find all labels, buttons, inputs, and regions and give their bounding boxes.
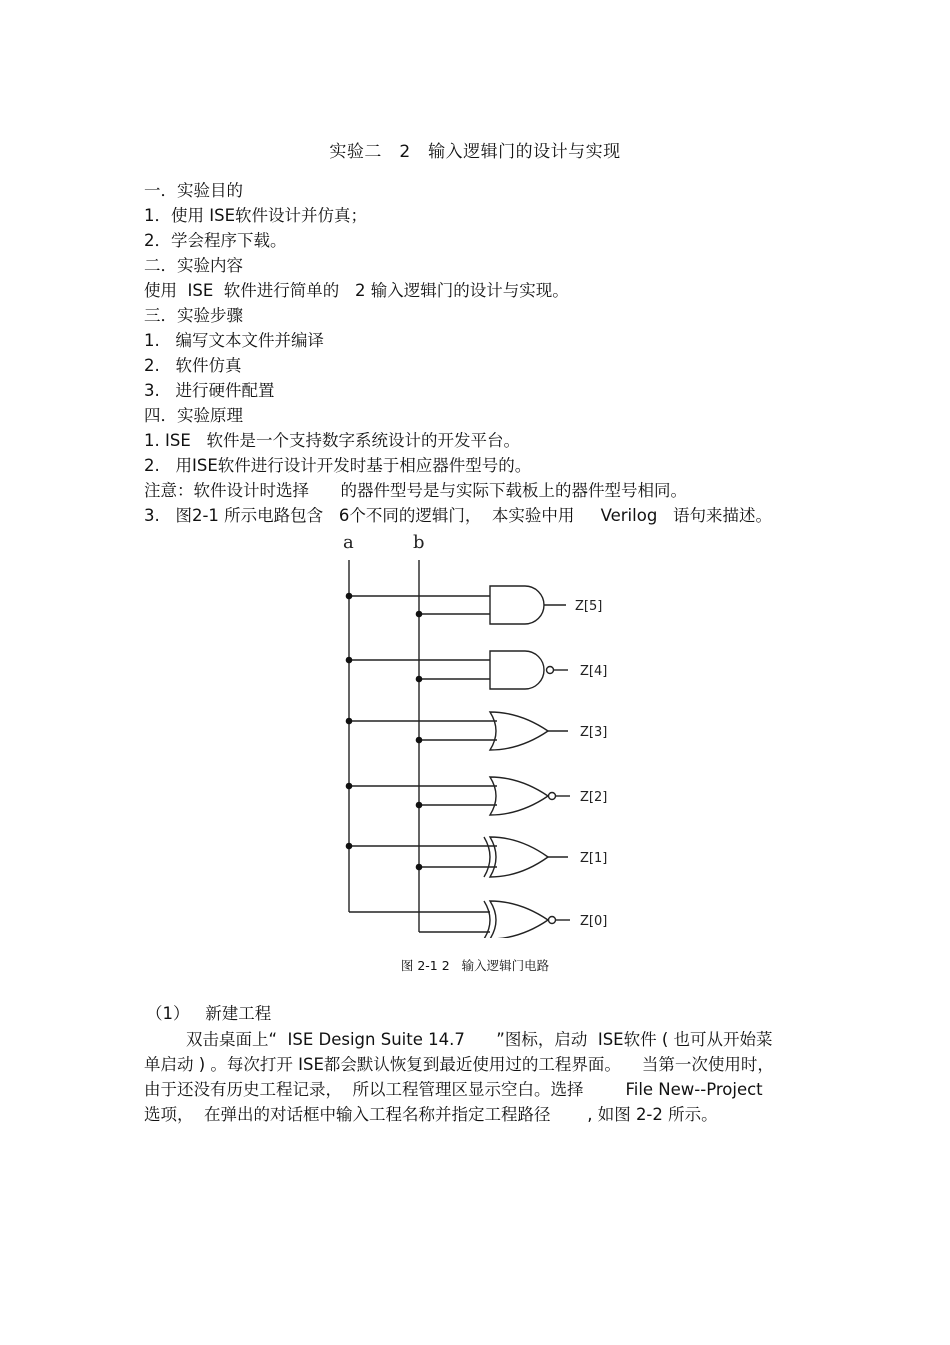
heading-steps: 三．实验步骤 [144,306,243,325]
junction-dots [346,593,423,871]
output-z4-label: Z[4] [580,664,608,679]
logic-gate-circuit-diagram [330,528,630,938]
principle-item-2: 2. 用ISE软件进行设计开发时基于相应器件型号的。 [144,456,532,475]
step-item-1: 1. 编写文本文件并编译 [144,331,324,350]
output-z5-label: Z[5] [575,599,603,614]
content-text: 使用 ISE 软件进行简单的 2 输入逻辑门的设计与实现。 [144,281,569,300]
input-a-label: a [343,532,354,553]
output-z3-label: Z[3] [580,725,608,740]
heading-purpose: 一．实验目的 [144,181,243,200]
purpose-item-1: 1．使用 ISE软件设计并仿真； [144,206,368,225]
output-z2-label: Z[2] [580,790,608,805]
purpose-item-2: 2．学会程序下载。 [144,231,287,250]
step-item-3: 3. 进行硬件配置 [144,381,275,400]
figure-caption: 图 2-1 2 输入逻辑门电路 [400,958,550,973]
xor-gate [349,837,568,877]
page-title: 实验二 2 输入逻辑门的设计与实现 [329,142,621,162]
principle-item-3: 3. 图2-1 所示电路包含 6个不同的逻辑门， 本实验中用 Verilog 语句来描述。 [144,506,773,525]
paragraph-line-3: 由于还没有历史工程记录， 所以工程管理区显示空白。选择 File New--Project [144,1080,763,1099]
heading-principle: 四．实验原理 [144,406,243,425]
or-gate [349,712,568,750]
nor-gate [349,777,570,815]
output-z1-label: Z[1] [580,851,608,866]
heading-content: 二．实验内容 [144,256,243,275]
and-gate [349,586,566,624]
paragraph-line-1: 双击桌面上“ ISE Design Suite 14.7 ”图标，启动 ISE软件 ( 也可从开始菜 [144,1030,773,1049]
output-z0-label: Z[0] [580,914,608,929]
paragraph-line-4: 选项， 在弹出的对话框中输入工程名称并指定工程路径 , 如图 2-2 所示。 [144,1105,718,1124]
section-heading-new-project: （1） 新建工程 [146,1004,272,1023]
xnor-gate [484,901,570,938]
input-b-label: b [413,532,425,553]
principle-item-1: 1. ISE 软件是一个支持数字系统设计的开发平台。 [144,431,520,450]
step-item-2: 2. 软件仿真 [144,356,242,375]
principle-note: 注意：软件设计时选择 的器件型号是与实际下载板上的器件型号相同。 [144,481,687,500]
nand-gate [349,651,568,689]
paragraph-line-2: 单启动 ) 。每次打开 ISE都会默认恢复到最近使用过的工程界面。 当第一次使用时， [144,1055,774,1074]
